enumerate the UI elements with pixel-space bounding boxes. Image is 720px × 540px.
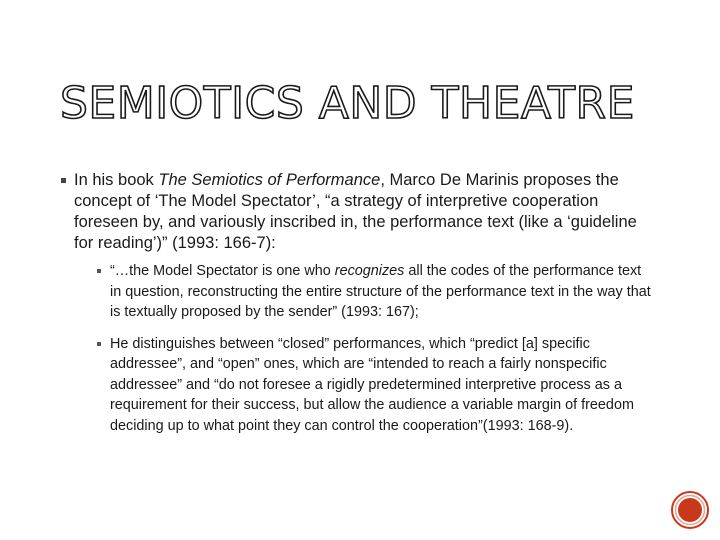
slide-content [60,170,656,447]
square-bullet-icon [97,269,101,273]
square-bullet-icon [61,178,66,183]
sub-bullet [96,261,656,323]
square-bullet-icon [97,342,101,346]
sub-bullet [96,334,656,437]
circle-button-graphic [670,490,710,530]
sub-bullet-emphasis: recognizes [334,263,405,279]
sub-bullet-body: all the codes of the performance text in question, reconstructing the entire structure of the performance text in the way that is textually proposed by the sender” (1993: 167); [110,263,651,320]
circle-button-icon[interactable] [670,490,710,530]
main-bullet-body: , Marco De Marinis proposes the concept of ‘The Model Spectator’, “a strategy of interpretive cooperation foreseen by, and variously inscribed in, the performance text (like a ‘guideline for reading’)” (1993: 166-7): [74,171,637,252]
slide-title: SEMIOTICS AND THEATRE [60,78,635,129]
sub-bullet-text [110,261,656,323]
sub-bullet-intro: “…the Model Spectator is one who [110,263,335,279]
book-title: The Semiotics of Performance [158,171,381,189]
main-bullet-text [74,170,656,254]
main-bullet-intro: In his book [74,171,159,189]
sub-bullet-list [60,261,656,436]
sub-bullet-body: He distinguishes between “closed” performances, which “predict [a] specific addressee”, and “open” ones, which are “intended to reach a fairly nonspecific addressee” and “do not foresee a rigidly predetermined interpretive process as a requirement for their success, but allow the audience a variable margin of freedom deciding up to what point they can control the cooperation”(1993: 168-9). [110,335,634,434]
main-bullet [60,170,656,254]
sub-bullet-text [110,334,656,437]
